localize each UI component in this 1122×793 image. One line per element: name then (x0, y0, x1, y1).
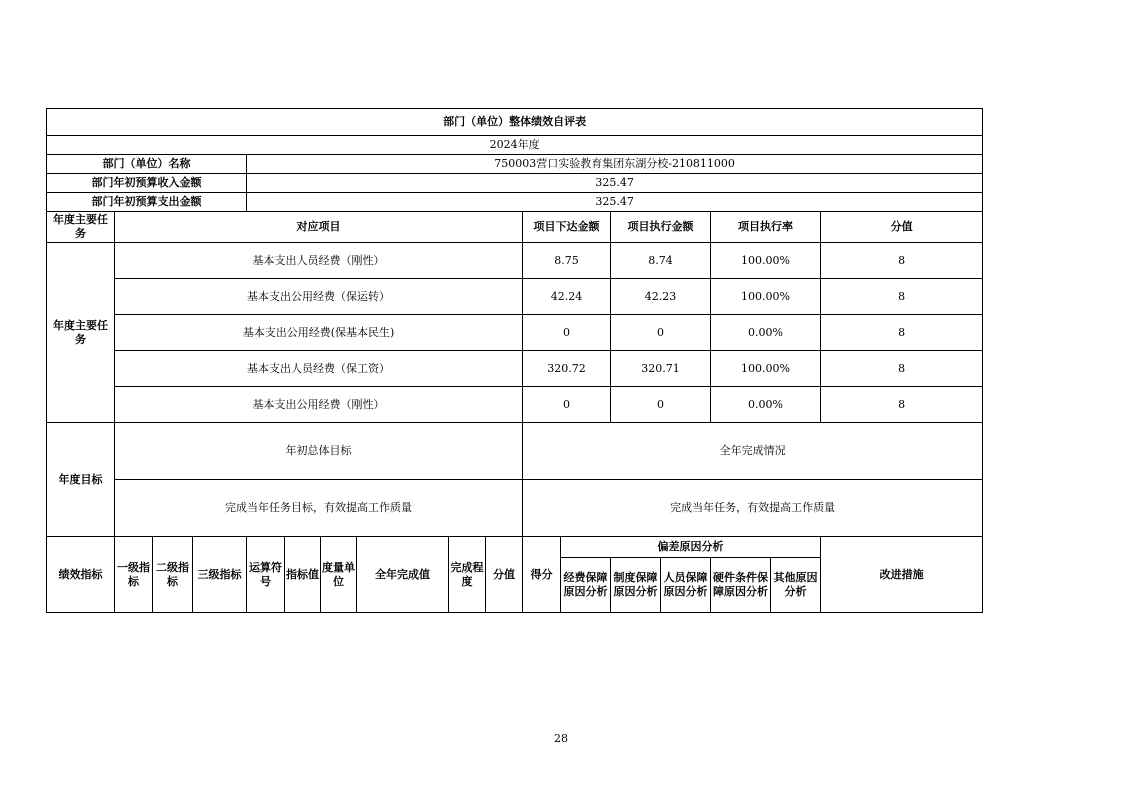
expense-label: 部门年初预算支出金额 (47, 193, 247, 212)
table-row (47, 315, 983, 351)
initial-goal-header: 年初总体目标 (115, 423, 523, 480)
table-row (47, 387, 983, 423)
task-issued: 8.75 (523, 243, 611, 279)
task-issued: 0 (523, 387, 611, 423)
col-header-improvement: 改进措施 (821, 537, 983, 613)
income-value: 325.47 (247, 174, 983, 193)
department-value: 750003营口实验教育集团东湖分校-210811000 (247, 155, 983, 174)
task-rate: 0.00% (711, 387, 821, 423)
col-header-degree: 完成程度 (449, 537, 486, 613)
income-label: 部门年初预算收入金额 (47, 174, 247, 193)
task-executed: 42.23 (611, 279, 711, 315)
col-header-rate: 项目执行率 (711, 212, 821, 243)
table-row (47, 243, 983, 279)
task-score-value: 8 (821, 351, 983, 387)
task-name: 基本支出人员经费（刚性） (115, 243, 523, 279)
col-header-level2: 二级指标 (153, 537, 193, 613)
col-header-level3: 三级指标 (193, 537, 247, 613)
col-header-ind-score: 得分 (523, 537, 561, 613)
task-score-value: 8 (821, 243, 983, 279)
table-title: 部门（单位）整体绩效自评表 (47, 109, 983, 136)
col-header-executed: 项目执行金额 (611, 212, 711, 243)
expense-value: 325.47 (247, 193, 983, 212)
task-name: 基本支出人员经费（保工资） (115, 351, 523, 387)
task-executed: 0 (611, 315, 711, 351)
col-header-score-value: 分值 (821, 212, 983, 243)
col-header-unit: 度量单位 (321, 537, 357, 613)
task-executed: 320.71 (611, 351, 711, 387)
task-executed: 8.74 (611, 243, 711, 279)
col-header-dev-hardware: 硬件条件保障原因分析 (711, 558, 771, 613)
col-header-dev-personnel: 人员保障原因分析 (661, 558, 711, 613)
task-rate: 0.00% (711, 315, 821, 351)
col-header-item: 对应项目 (115, 212, 523, 243)
col-header-level1: 一级指标 (115, 537, 153, 613)
col-header-operator: 运算符号 (247, 537, 285, 613)
task-score-value: 8 (821, 315, 983, 351)
task-name: 基本支出公用经费(保基本民生) (115, 315, 523, 351)
performance-evaluation-table (46, 108, 983, 613)
task-rate: 100.00% (711, 279, 821, 315)
table-row (47, 279, 983, 315)
initial-goal-text: 完成当年任务目标，有效提高工作质量 (115, 480, 523, 537)
col-header-issued: 项目下达金额 (523, 212, 611, 243)
col-header-ind-score-value: 分值 (486, 537, 523, 613)
goals-label: 年度目标 (47, 423, 115, 537)
department-label: 部门（单位）名称 (47, 155, 247, 174)
col-header-annual-value: 全年完成值 (357, 537, 449, 613)
tasks-section-header: 年度主要任务 (47, 212, 115, 243)
task-issued: 0 (523, 315, 611, 351)
table-row (47, 351, 983, 387)
page-number: 28 (554, 732, 568, 745)
col-header-target: 指标值 (285, 537, 321, 613)
task-executed: 0 (611, 387, 711, 423)
completion-header: 全年完成情况 (523, 423, 983, 480)
task-score-value: 8 (821, 387, 983, 423)
task-name: 基本支出公用经费（保运转） (115, 279, 523, 315)
task-issued: 42.24 (523, 279, 611, 315)
col-header-dev-system: 制度保障原因分析 (611, 558, 661, 613)
task-rate: 100.00% (711, 243, 821, 279)
col-header-deviation: 偏差原因分析 (561, 537, 821, 558)
task-name: 基本支出公用经费（刚性） (115, 387, 523, 423)
col-header-dev-funding: 经费保障原因分析 (561, 558, 611, 613)
completion-text: 完成当年任务，有效提高工作质量 (523, 480, 983, 537)
tasks-section-label: 年度主要任务 (47, 243, 115, 423)
col-header-dev-other: 其他原因分析 (771, 558, 821, 613)
task-score-value: 8 (821, 279, 983, 315)
task-rate: 100.00% (711, 351, 821, 387)
task-issued: 320.72 (523, 351, 611, 387)
indicators-label: 绩效指标 (47, 537, 115, 613)
fiscal-year: 2024年度 (47, 136, 983, 155)
